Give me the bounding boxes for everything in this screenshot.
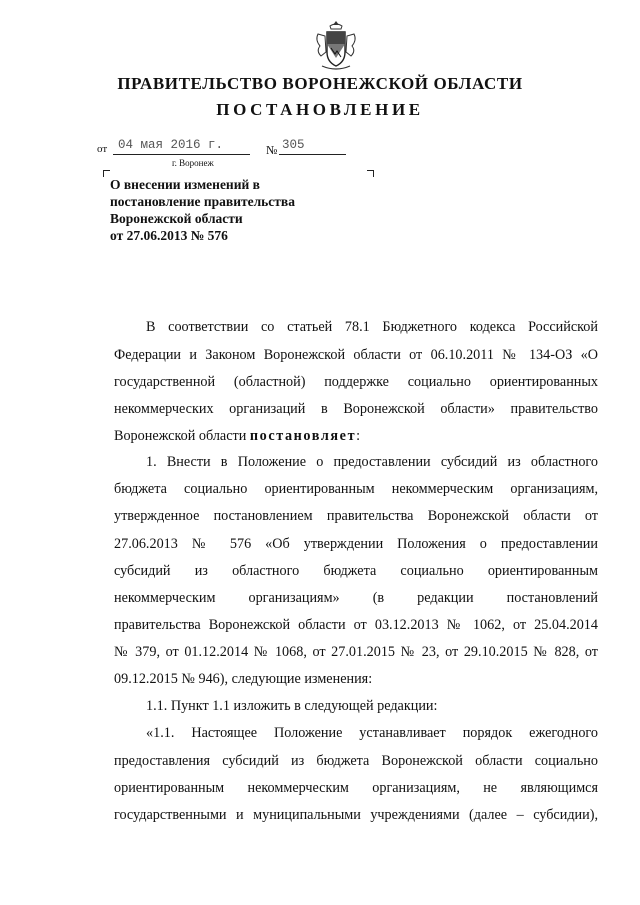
body-text: : xyxy=(356,428,361,444)
date-label: от xyxy=(97,143,108,155)
body-line: 1. Внести в Положение о предоставлении субсидий из областного xyxy=(146,454,598,470)
subject-corner-left xyxy=(103,170,110,177)
subject-line: постановление правительства xyxy=(110,194,295,209)
subject-line: О внесении изменений в xyxy=(110,177,260,192)
body-line: субсидий из областного бюджета социально ориентированным xyxy=(114,563,598,579)
coat-of-arms-icon xyxy=(312,18,360,74)
body-line: 27.06.2013 № 576 «Об утверждении Положения о предоставлении xyxy=(114,536,598,552)
body-line: «1.1. Настоящее Положение устанавливает порядок ежегодного xyxy=(146,725,598,741)
body-line-decree xyxy=(114,427,598,445)
document-city: г. Воронеж xyxy=(172,158,214,168)
decree-keyword: постановляет xyxy=(249,428,357,444)
body-line: государственной (областной) поддержке социально ориентированных xyxy=(114,374,598,390)
body-line: Федерации и Законом Воронежской области от 06.10.2011 № 134-ОЗ «О xyxy=(114,347,598,363)
body-line: В соответствии со статьей 78.1 Бюджетного кодекса Российской xyxy=(146,319,598,335)
body-line: государственными и муниципальными учреждениями (далее – субсидии), xyxy=(114,807,598,823)
body-line: ориентированным некоммерческим организациям, не являющимся xyxy=(114,780,598,796)
body-line: 09.12.2015 № 946), следующие изменения: xyxy=(114,671,373,687)
number-underline xyxy=(279,154,346,155)
body-line: правительства Воронежской области от 03.12.2013 № 1062, от 25.04.2014 xyxy=(114,617,598,633)
document-type: ПОСТАНОВЛЕНИЕ xyxy=(216,100,424,119)
document-subject xyxy=(110,176,370,244)
date-underline xyxy=(113,154,250,155)
document-number: 305 xyxy=(282,138,305,152)
number-label: № xyxy=(266,143,278,157)
subject-line: Воронежской области xyxy=(110,211,243,226)
body-line: № 379, от 01.12.2014 № 1068, от 27.01.2015 № 23, от 29.10.2015 № 828, от xyxy=(114,644,598,660)
body-line: предоставления субсидий из бюджета Воронежской области социально xyxy=(114,753,598,769)
government-name: ПРАВИТЕЛЬСТВО ВОРОНЕЖСКОЙ ОБЛАСТИ xyxy=(117,74,523,93)
body-line: некоммерческих организаций в Воронежской области» правительство xyxy=(114,401,598,417)
subject-line: от 27.06.2013 № 576 xyxy=(110,228,228,243)
body-text: Воронежской области xyxy=(114,428,247,444)
body-line: некоммерческим организациям» (в редакции постановлений xyxy=(114,590,598,606)
body-line: 1.1. Пункт 1.1 изложить в следующей редакции: xyxy=(146,698,438,714)
body-line: утвержденное постановлением правительства Воронежской области от xyxy=(114,508,598,524)
body-line: бюджета социально ориентированным некоммерческим организациям, xyxy=(114,481,598,497)
document-date: 04 мая 2016 г. xyxy=(118,138,224,152)
